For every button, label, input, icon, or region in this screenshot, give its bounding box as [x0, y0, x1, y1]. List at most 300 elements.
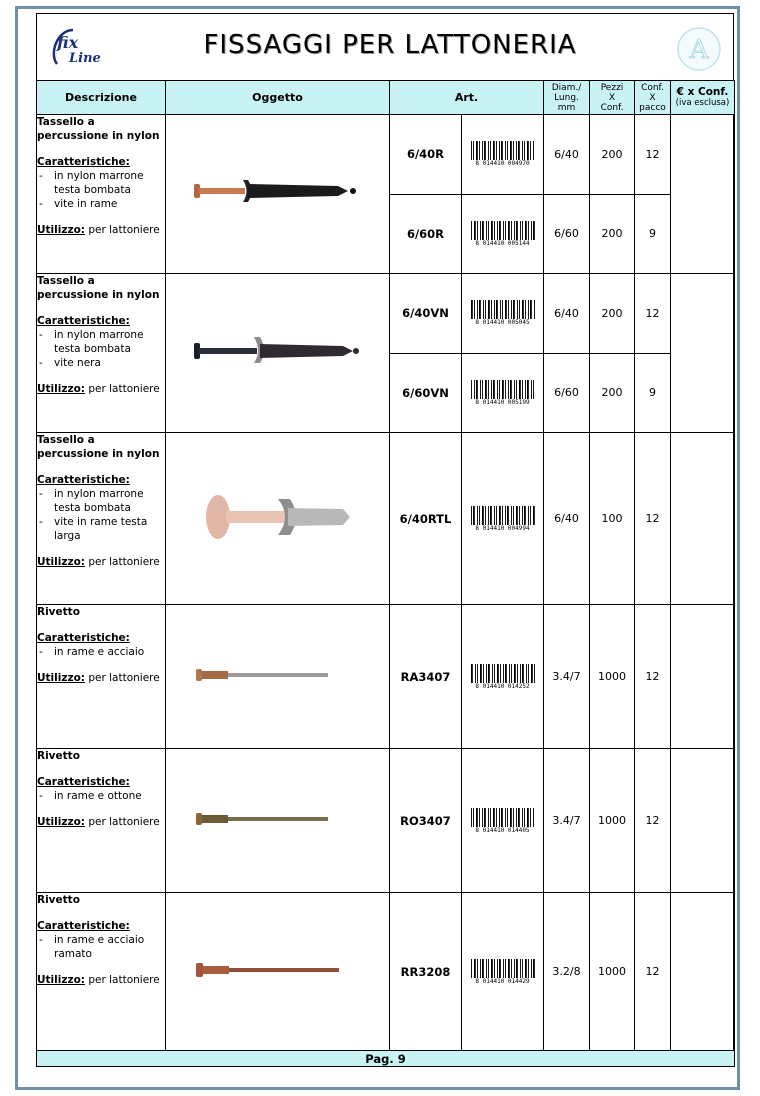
barcode-bar — [520, 221, 521, 240]
cell-price — [671, 115, 735, 274]
product-row — [37, 274, 735, 354]
article-code: 6/60R — [390, 194, 462, 274]
barcode-bar — [471, 221, 472, 240]
product-image — [166, 487, 389, 551]
article-code: 6/40R — [390, 115, 462, 195]
features-label: Caratteristiche: — [37, 776, 130, 788]
barcode-bar — [534, 664, 535, 683]
features-list — [37, 487, 165, 543]
product-description — [37, 115, 166, 274]
barcode-cell — [462, 893, 544, 1051]
barcode-number: 8 014410 005199 — [475, 398, 530, 406]
product-description — [37, 605, 166, 749]
barcode-bar — [477, 664, 478, 683]
barcode-bar — [499, 808, 500, 827]
barcode-bar — [533, 380, 534, 399]
barcode-bar — [522, 221, 523, 240]
barcode-bar — [488, 808, 489, 827]
barcode-bar — [471, 664, 473, 683]
product-name: Rivetto — [37, 750, 80, 762]
cell-pezzi: 200 — [590, 115, 635, 195]
barcode-bar — [513, 141, 514, 160]
barcode-bar — [491, 300, 492, 319]
barcode-bar — [505, 664, 507, 683]
feature-item: - in rame e ottone — [37, 789, 165, 803]
cell-price — [671, 433, 735, 605]
barcode-bar — [497, 664, 499, 683]
barcode-bar — [516, 221, 518, 240]
barcode-bar — [530, 300, 532, 319]
barcode-bar — [511, 221, 512, 240]
usage-line: Utilizzo: per lattoniere — [37, 816, 160, 828]
barcode-bar — [474, 221, 476, 240]
barcode-bar — [491, 380, 492, 399]
barcode-bar — [480, 221, 481, 240]
barcode-bar — [513, 808, 514, 827]
svg-text:fix: fix — [57, 33, 79, 52]
barcode-bar — [533, 141, 534, 160]
cell-conf: 12 — [635, 893, 671, 1051]
barcode-bar — [483, 300, 484, 319]
product-photo-cell — [166, 605, 390, 749]
barcode-bar — [488, 506, 489, 525]
cell-pezzi: 200 — [590, 353, 635, 433]
barcode-bar — [514, 664, 516, 683]
barcode-bar — [488, 221, 489, 240]
article-code: RR3208 — [390, 893, 462, 1051]
barcode-bar — [475, 664, 476, 683]
barcode-bar — [525, 959, 527, 978]
cell-conf: 12 — [635, 274, 671, 354]
barcode-bar — [493, 380, 495, 399]
barcode-bar — [528, 221, 529, 240]
barcode-bar — [513, 506, 514, 525]
barcode-bar — [522, 506, 523, 525]
cell-diam: 6/40 — [544, 433, 590, 605]
barcode-bar — [508, 221, 510, 240]
article-code: 6/40RTL — [390, 433, 462, 605]
barcode-bar — [500, 300, 501, 319]
barcode-bar — [488, 959, 489, 978]
barcode-bar — [516, 380, 517, 399]
usage-line: Utilizzo: per lattoniere — [37, 224, 160, 236]
barcode-bar — [496, 506, 497, 525]
barcode-bar — [518, 808, 520, 827]
barcode-bar — [471, 141, 472, 160]
barcode-bar — [526, 664, 527, 683]
barcode-bar — [493, 141, 495, 160]
article-code: 6/40VN — [390, 274, 462, 354]
barcode-bar — [522, 380, 523, 399]
cell-pezzi: 1000 — [590, 749, 635, 893]
feature-item: - vite nera — [37, 356, 165, 370]
barcode-bar — [491, 221, 493, 240]
barcode-bar — [524, 808, 525, 827]
barcode-bar — [527, 141, 529, 160]
barcode-bar — [479, 808, 480, 827]
feature-item: - in nylon marrone testa bombata — [37, 487, 165, 515]
barcode-bar — [528, 506, 529, 525]
cell-conf: 12 — [635, 433, 671, 605]
barcode-bar — [510, 380, 512, 399]
barcode-bar — [490, 141, 491, 160]
product-table — [36, 80, 735, 1067]
cell-pezzi: 1000 — [590, 893, 635, 1051]
col-conf: Conf. X pacco — [635, 81, 671, 115]
barcode-bar — [516, 506, 518, 525]
barcode-number: 8 014410 004994 — [475, 524, 530, 532]
product-name: Tassello a percussione in nylon — [37, 275, 160, 301]
product-photo-cell — [166, 433, 390, 605]
cell-pezzi: 1000 — [590, 605, 635, 749]
feature-item: - vite in rame — [37, 197, 165, 211]
barcode-bar — [533, 221, 535, 240]
cell-diam: 6/40 — [544, 115, 590, 195]
barcode-bar — [499, 141, 500, 160]
barcode-bar — [514, 380, 515, 399]
barcode-bar — [520, 959, 521, 978]
page-title: FISSAGGI PER LATTONERIA — [203, 30, 577, 60]
barcode-bar — [525, 300, 526, 319]
barcode-bar — [471, 808, 472, 827]
barcode-bar — [492, 664, 493, 683]
barcode-bar — [531, 664, 533, 683]
page-number: Pag. 9 — [37, 1051, 735, 1067]
barcode-bar — [509, 664, 510, 683]
cell-diam: 6/40 — [544, 274, 590, 354]
barcode-bar — [510, 141, 512, 160]
barcode-number: 8 014410 014429 — [475, 977, 530, 985]
product-name: Rivetto — [37, 894, 80, 906]
barcode-bar — [505, 380, 506, 399]
barcode-number: 8 014410 014405 — [475, 826, 530, 834]
barcode-bar — [488, 664, 490, 683]
feature-item: - vite in rame testa larga — [37, 515, 165, 543]
features-list — [37, 169, 165, 211]
product-image — [166, 804, 389, 838]
product-description — [37, 274, 166, 433]
barcode-bar — [520, 664, 521, 683]
col-oggetto: Oggetto — [166, 81, 390, 115]
barcode-bar — [534, 300, 535, 319]
product-description — [37, 433, 166, 605]
barcode-bar — [482, 380, 483, 399]
barcode-bar — [482, 221, 484, 240]
barcode-bar — [508, 300, 509, 319]
barcode-bar — [474, 380, 475, 399]
barcode-bar — [503, 221, 504, 240]
barcode-bar — [505, 959, 506, 978]
cell-pezzi: 200 — [590, 274, 635, 354]
barcode-bar — [507, 506, 509, 525]
usage-line: Utilizzo: per lattoniere — [37, 974, 160, 986]
barcode-cell — [462, 353, 544, 433]
barcode-bar — [505, 808, 506, 827]
product-photo-cell — [166, 893, 390, 1051]
barcode-bar — [528, 959, 529, 978]
barcode-bar — [510, 808, 512, 827]
barcode-bar — [488, 141, 489, 160]
features-label: Caratteristiche: — [37, 474, 130, 486]
usage-line: Utilizzo: per lattoniere — [37, 672, 160, 684]
features-label: Caratteristiche: — [37, 315, 130, 327]
barcode-bar — [531, 380, 532, 399]
cell-conf: 9 — [635, 194, 671, 274]
barcode-bar — [497, 221, 498, 240]
barcode-bar — [471, 959, 472, 978]
barcode-bar — [497, 380, 498, 399]
barcode-bar — [514, 959, 515, 978]
cell-diam: 3.4/7 — [544, 749, 590, 893]
barcode-bar — [488, 300, 490, 319]
barcode-bar — [531, 959, 532, 978]
barcode-cell — [462, 115, 544, 195]
barcode-bar — [533, 959, 535, 978]
barcode-cell — [462, 605, 544, 749]
cell-conf: 12 — [635, 749, 671, 893]
barcode-bar — [516, 808, 517, 827]
col-pezzi: Pezzi X Conf. — [590, 81, 635, 115]
barcode-bar — [530, 506, 531, 525]
product-row — [37, 749, 735, 893]
barcode-bar — [485, 300, 486, 319]
barcode-bar — [502, 300, 503, 319]
barcode-bar — [522, 141, 523, 160]
barcode-bar — [482, 141, 483, 160]
barcode-bar — [502, 380, 504, 399]
barcode-bar — [524, 506, 526, 525]
barcode-bar — [490, 506, 492, 525]
barcode-bar — [473, 141, 474, 160]
barcode-bar — [477, 221, 478, 240]
barcode-bar — [486, 959, 487, 978]
product-row — [37, 433, 735, 605]
barcode-bar — [477, 506, 478, 525]
barcode-bar — [517, 300, 518, 319]
cell-pezzi: 100 — [590, 433, 635, 605]
barcode-bar — [511, 959, 512, 978]
cell-price — [671, 749, 735, 893]
feature-item: - in nylon marrone testa bombata — [37, 328, 165, 356]
features-list — [37, 789, 165, 803]
barcode-bar — [476, 808, 478, 827]
barcode-bar — [474, 300, 475, 319]
barcode-bar — [518, 141, 520, 160]
usage-line: Utilizzo: per lattoniere — [37, 383, 160, 395]
product-row — [37, 115, 735, 195]
product-photo-cell — [166, 749, 390, 893]
barcode-bar — [513, 300, 515, 319]
cell-price — [671, 893, 735, 1051]
product-row — [37, 893, 735, 1051]
barcode-bar — [505, 221, 506, 240]
product-name: Tassello a percussione in nylon — [37, 116, 160, 142]
barcode-bar — [471, 300, 473, 319]
barcode-bar — [471, 506, 472, 525]
barcode-bar — [485, 506, 486, 525]
barcode-bar — [525, 380, 526, 399]
barcode-bar — [499, 959, 501, 978]
barcode-bar — [486, 221, 487, 240]
barcode-bar — [490, 808, 491, 827]
barcode-bar — [522, 664, 524, 683]
barcode-cell — [462, 749, 544, 893]
feature-item: - in rame e acciaio ramato — [37, 933, 165, 961]
barcode-bar — [505, 300, 507, 319]
barcode-bar — [480, 664, 482, 683]
barcode-bar — [474, 959, 476, 978]
barcode-bar — [479, 300, 481, 319]
barcode-bar — [505, 506, 506, 525]
barcode-bar — [496, 808, 497, 827]
barcode-bar — [524, 141, 525, 160]
barcode-bar — [530, 808, 531, 827]
barcode-bar — [494, 221, 495, 240]
barcode-bar — [484, 141, 486, 160]
barcode-bar — [514, 221, 515, 240]
cell-diam: 3.4/7 — [544, 605, 590, 749]
product-photo-cell — [166, 274, 390, 433]
barcode-bar — [528, 664, 529, 683]
features-list — [37, 328, 165, 370]
barcode-bar — [527, 808, 529, 827]
product-image — [166, 660, 389, 694]
barcode-bar — [494, 959, 495, 978]
cell-conf: 12 — [635, 115, 671, 195]
barcode-bar — [527, 380, 529, 399]
barcode-bar — [507, 808, 508, 827]
col-diam: Diam./ Lung. mm — [544, 81, 590, 115]
barcode-bar — [497, 959, 498, 978]
product-description — [37, 893, 166, 1051]
features-label: Caratteristiche: — [37, 920, 130, 932]
product-row — [37, 605, 735, 749]
barcode-bar — [502, 506, 503, 525]
product-description — [37, 749, 166, 893]
barcode-number: 8 014410 014252 — [475, 682, 530, 690]
barcode-cell — [462, 274, 544, 354]
cell-price — [671, 274, 735, 433]
barcode-number: 8 014410 005045 — [475, 319, 530, 327]
barcode-bar — [516, 959, 518, 978]
barcode-bar — [503, 664, 504, 683]
barcode-bar — [507, 141, 508, 160]
barcode-bar — [517, 664, 518, 683]
cell-diam: 3.2/8 — [544, 893, 590, 1051]
barcode-bar — [496, 300, 498, 319]
article-code: RO3407 — [390, 749, 462, 893]
cell-conf: 12 — [635, 605, 671, 749]
cell-diam: 6/60 — [544, 353, 590, 433]
barcode-bar — [480, 380, 481, 399]
barcode-bar — [501, 808, 503, 827]
cell-diam: 6/60 — [544, 194, 590, 274]
product-image — [166, 331, 389, 375]
barcode-bar — [522, 808, 523, 827]
barcode-bar — [493, 808, 495, 827]
barcode-bar — [471, 380, 472, 399]
feature-item: - in rame e acciaio — [37, 645, 165, 659]
barcode-bar — [499, 221, 501, 240]
barcode-bar — [494, 664, 495, 683]
cell-price — [671, 605, 735, 749]
barcode-bar — [496, 141, 497, 160]
article-code: RA3407 — [390, 605, 462, 749]
barcode-bar — [479, 506, 480, 525]
barcode-bar — [511, 664, 512, 683]
barcode-bar — [476, 141, 478, 160]
barcode-bar — [505, 141, 506, 160]
svg-text:A: A — [689, 35, 709, 65]
barcode-bar — [494, 300, 495, 319]
barcode-bar — [499, 506, 501, 525]
product-image — [166, 955, 389, 989]
barcode-bar — [482, 959, 484, 978]
barcode-bar — [528, 300, 529, 319]
svg-text:Line: Line — [69, 51, 101, 66]
barcode-bar — [473, 506, 475, 525]
barcode-cell — [462, 433, 544, 605]
barcode-bar — [479, 141, 480, 160]
cell-conf: 9 — [635, 353, 671, 433]
barcode-bar — [500, 664, 501, 683]
usage-line: Utilizzo: per lattoniere — [37, 556, 160, 568]
barcode-bar — [488, 380, 489, 399]
product-photo-cell — [166, 115, 390, 274]
barcode-bar — [491, 959, 493, 978]
barcode-bar — [499, 380, 500, 399]
barcode-number: 8 014410 005144 — [475, 239, 530, 247]
barcode-bar — [522, 959, 523, 978]
col-descrizione: Descrizione — [37, 81, 166, 115]
barcode-bar — [476, 380, 478, 399]
feature-item: - in nylon marrone testa bombata — [37, 169, 165, 197]
product-image — [166, 172, 389, 216]
features-list — [37, 645, 165, 659]
barcode-bar — [482, 808, 483, 827]
barcode-bar — [482, 506, 484, 525]
barcode-bar — [519, 506, 520, 525]
barcode-bar — [522, 300, 524, 319]
cell-pezzi: 200 — [590, 194, 635, 274]
barcode-bar — [516, 141, 517, 160]
product-name: Rivetto — [37, 606, 80, 618]
barcode-bar — [519, 300, 520, 319]
barcode-cell — [462, 194, 544, 274]
barcode-bar — [477, 959, 478, 978]
col-art: Art. — [390, 81, 544, 115]
barcode-bar — [477, 300, 478, 319]
barcode-bar — [511, 300, 512, 319]
barcode-bar — [480, 959, 481, 978]
features-list — [37, 933, 165, 961]
col-prezzo: € x Conf. (iva esclusa) — [671, 81, 735, 115]
barcode-bar — [531, 221, 532, 240]
barcode-bar — [508, 380, 509, 399]
barcode-bar — [501, 141, 503, 160]
barcode-bar — [494, 506, 495, 525]
barcode-bar — [530, 141, 531, 160]
barcode-bar — [484, 808, 486, 827]
barcode-bar — [503, 959, 504, 978]
article-code: 6/60VN — [390, 353, 462, 433]
barcode-bar — [473, 808, 474, 827]
features-label: Caratteristiche: — [37, 156, 130, 168]
features-label: Caratteristiche: — [37, 632, 130, 644]
barcode-bar — [525, 221, 527, 240]
barcode-bar — [519, 380, 521, 399]
barcode-bar — [486, 664, 487, 683]
